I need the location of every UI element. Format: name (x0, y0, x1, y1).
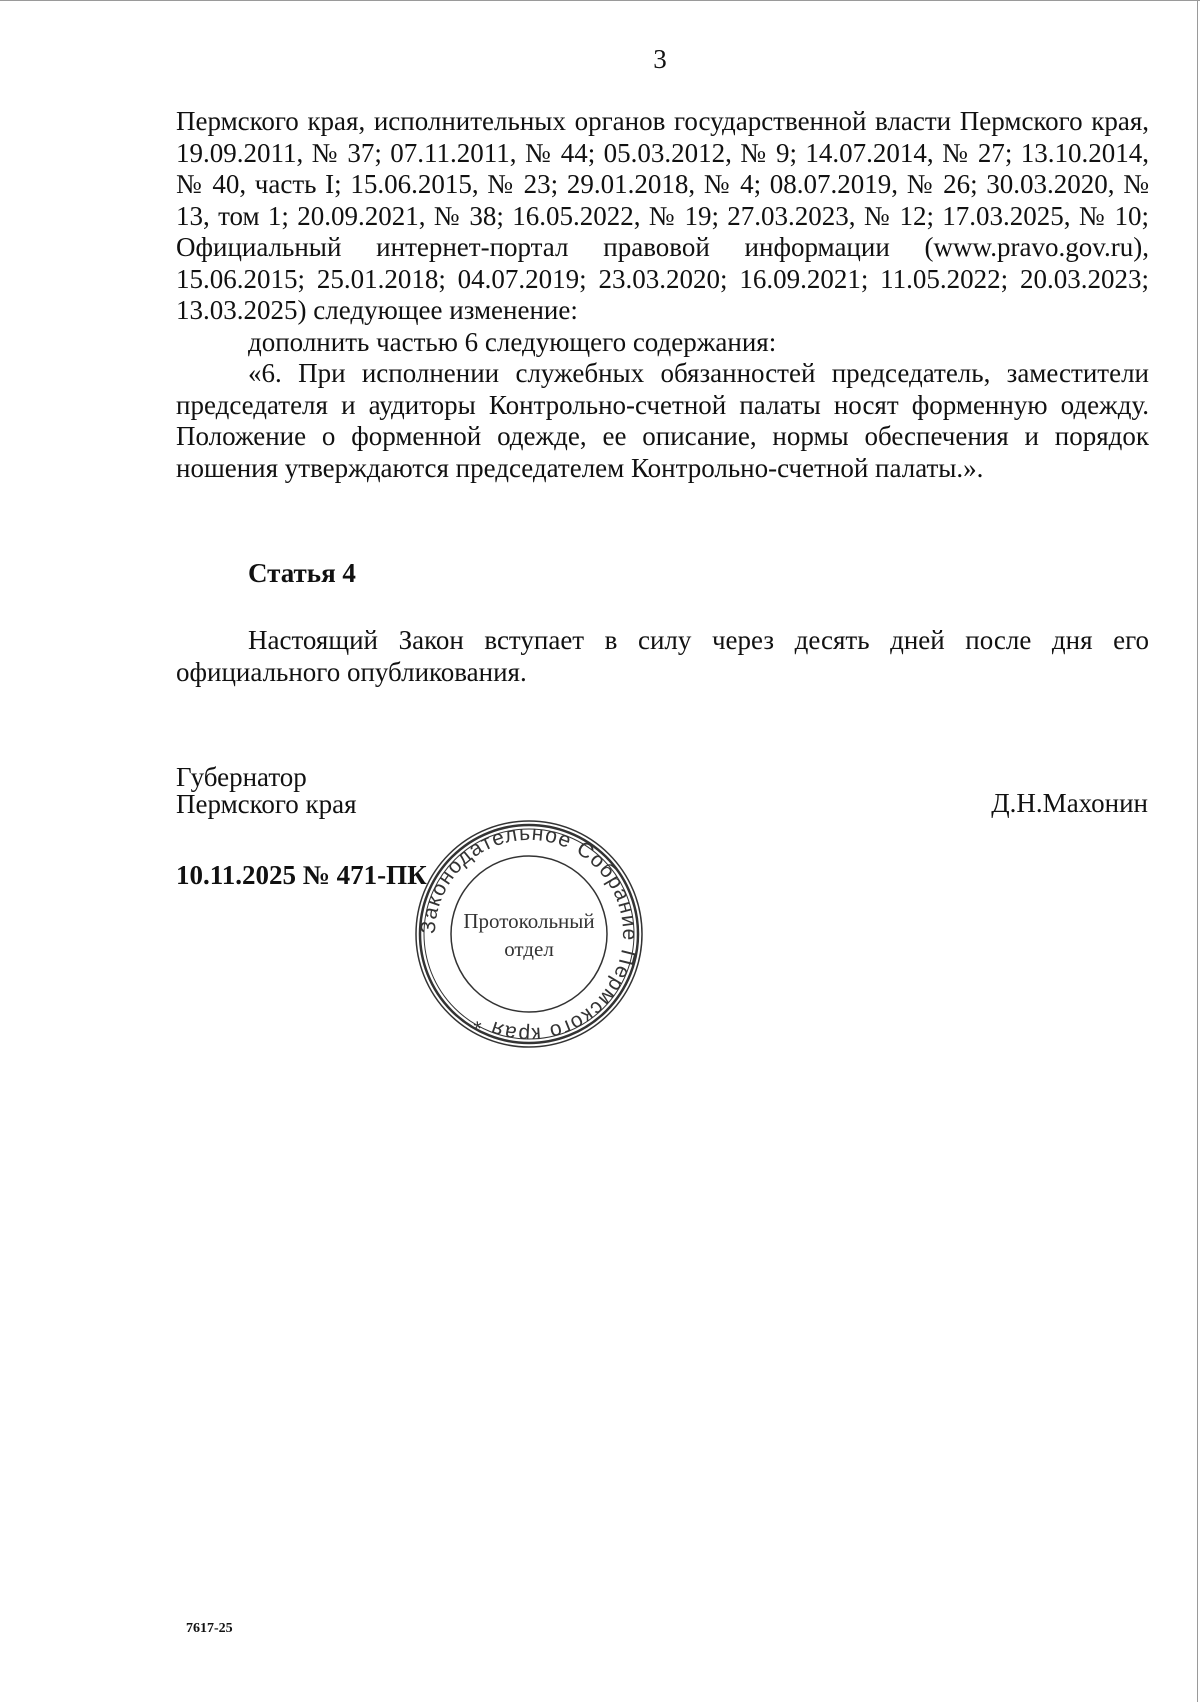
main-text-block (176, 106, 1149, 484)
signatory-name: Д.Н.Махонин (991, 788, 1148, 818)
stamp-ring-text: Законодательное Собрание Пермского края * (416, 821, 642, 1047)
paragraph-publications: Пермского края, исполнительных органов государственной власти Пермского края, 19.09.2011, № 37; 07.11.2011, № 44; 05.03.2012, № 9; 14.07.2014, № 27; 13.10.2014, № 40, часть I; 15.06.2015, № 23; 29.01.2018, № 4; 08.07.2019, № 26; 30.03.2020, № 13, том 1; 20.09.2021, № 38; 16.05.2022, № 19; 27.03.2023, № 12; 17.03.2025, № 10; Официальный интернет-портал правовой информации (www.pravo.gov.ru), 15.06.2015; 25.01.2018; 04.07.2019; 23.03.2020; 16.09.2021; 11.05.2022; 20.03.2023; 13.03.2025) следующее изменение: (176, 106, 1149, 325)
stamp-seal-icon (413, 818, 645, 1050)
signature-title-line-1: Губернатор (176, 762, 307, 792)
signature-title-line-2: Пермского края (176, 789, 357, 819)
paragraph-part-6: «6. При исполнении служебных обязанностей председатель, заместители председателя и аудиторы Контрольно-счетной палаты носят форменную одежду. Положение о форменной одежде, ее описание, нормы обеспечения и порядок ношения утверждаются председателем Контрольно-счетной палаты.». (176, 358, 1149, 483)
article-4-text: Настоящий Закон вступает в силу через десять дней после дня его официального опубликования. (176, 625, 1149, 687)
scan-edge-mark (1197, 0, 1198, 1702)
signature-title (176, 764, 357, 818)
document-code: 7617-25 (186, 1621, 233, 1636)
official-stamp (413, 818, 645, 1050)
scan-edge-mark (0, 0, 1200, 1)
paragraph-amendment-intro: дополнить частью 6 следующего содержания: (248, 326, 777, 357)
law-date-number: 10.11.2025 № 471-ПК (176, 860, 427, 890)
stamp-center-line-1: Протокольный (463, 909, 595, 933)
article-4-heading: Статья 4 (248, 558, 356, 588)
page-number: 3 (653, 44, 667, 74)
stamp-center-line-2: отдел (504, 937, 554, 961)
